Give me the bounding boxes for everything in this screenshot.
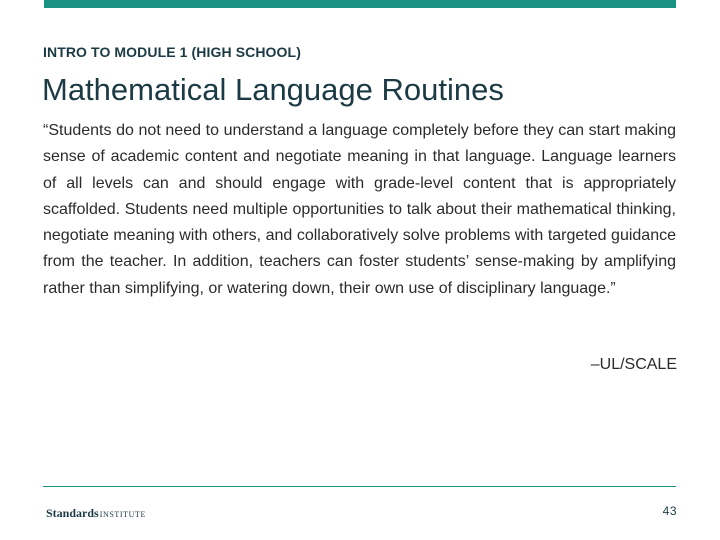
- standards-institute-logo: [46, 504, 146, 522]
- footer-divider: [43, 486, 676, 487]
- top-accent-bar: [44, 0, 676, 8]
- quote-text: “Students do not need to understand a language completely before they can start making sense of academic content and negotiate meaning in that language. Language learners of all levels can and should engage with grade-level content that is appropriately scaffolded. Students need multiple opportunities to talk about their mathematical thinking, negotiate meaning with others, and collaboratively solve problems with targeted guidance from the teacher. In addition, teachers can foster students’ sense-making by amplifying rather than simplifying, or watering down, their own use of disciplinary language.”: [43, 122, 676, 297]
- page-number: 43: [662, 504, 677, 518]
- quote-attribution: –UL/SCALE: [590, 356, 677, 373]
- slide-title: Mathematical Language Routines: [42, 72, 504, 107]
- logo-wordmark: Standards: [46, 506, 99, 520]
- section-kicker: INTRO TO MODULE 1 (HIGH SCHOOL): [43, 44, 301, 60]
- logo-subtext: INSTITUTE: [99, 510, 146, 519]
